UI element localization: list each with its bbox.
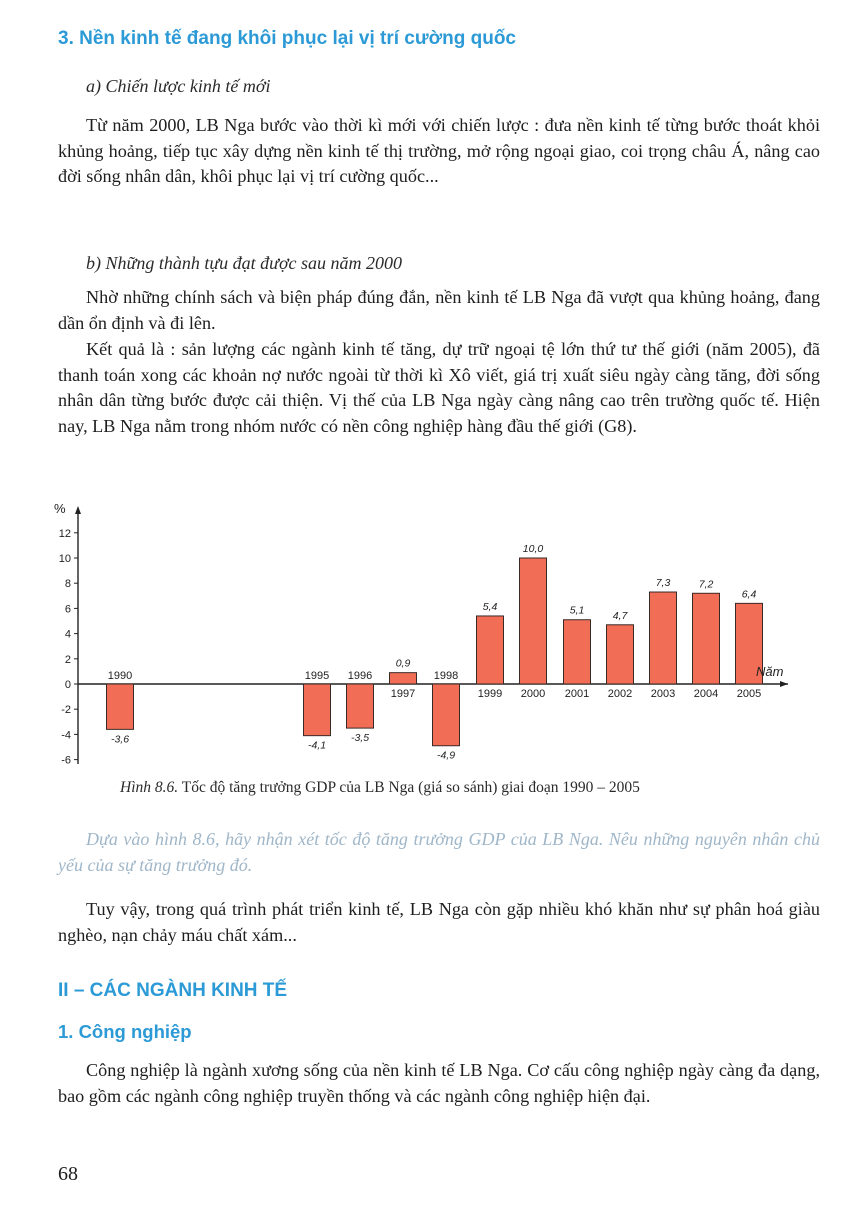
- value-label-1990: -3,6: [110, 733, 130, 746]
- y-tick-label: 12: [58, 527, 71, 540]
- bar-2000: [520, 558, 547, 684]
- page-number: 68: [58, 1163, 78, 1185]
- bar-1996: [347, 684, 374, 728]
- bar-1998: [433, 684, 460, 746]
- subheading-industry: 1. Công nghiệp: [58, 1021, 192, 1042]
- paragraph-difficulties: Tuy vậy, trong quá trình phát triển kinh tế, LB Nga còn gặp nhiều khó khăn như sự phân hoá giàu nghèo, nạn chảy máu chất xám...: [58, 899, 820, 945]
- y-tick-label: 10: [58, 553, 71, 565]
- value-label-1997: 0,9: [395, 657, 411, 670]
- value-label-1998: -4,9: [436, 749, 456, 762]
- category-label-1995: 1995: [304, 670, 330, 682]
- section-heading-economy: II – CÁC NGÀNH KINH TẾ: [58, 980, 288, 1001]
- bar-2001: [564, 620, 591, 684]
- y-tick-label: 8: [64, 578, 71, 591]
- chart-axes: [74, 506, 788, 764]
- bar-1995: [304, 684, 331, 736]
- paragraph-results: Kết quả là : sản lượng các ngành kinh tế tăng, dự trữ ngoại tệ lớn thứ tư thế giới (năm 2005), đã thanh toán xong các khoản nợ nước ngoài từ thời kì Xô viết, giá trị xuất siêu ngày càng tăng, đời sống nhân dân từng bước được cải thiện. Vị thế của LB Nga ngày càng nâng cao trên trường quốc tế. Hiện nay, LB Nga nằm trong nhóm nước có nền công nghiệp hàng đầu thế giới (G8).: [58, 339, 820, 436]
- y-tick-label: -6: [61, 754, 71, 767]
- paragraph-industry: Công nghiệp là ngành xương sống của nền kinh tế LB Nga. Cơ cấu công nghiệp ngày càng đa dạng, bao gồm các ngành công nghiệp truyền thống và các ngành công nghiệp hiện đại.: [58, 1060, 820, 1106]
- y-axis-arrow: [75, 506, 81, 514]
- bar-2004: [693, 593, 720, 684]
- value-label-2005: 6,4: [741, 588, 757, 601]
- value-label-2002: 4,7: [612, 609, 628, 622]
- category-label-2000: 2000: [520, 688, 546, 700]
- y-tick-label: 4: [64, 628, 71, 641]
- value-label-2003: 7,3: [655, 577, 671, 590]
- category-label-2004: 2004: [693, 688, 719, 700]
- y-axis-unit: %: [54, 501, 66, 516]
- category-label-1997: 1997: [390, 688, 416, 700]
- figure-caption-text: Tốc độ tăng trưởng GDP của LB Nga (giá so sánh) giai đoạn 1990 – 2005: [181, 779, 640, 796]
- bar-1997: [390, 673, 417, 684]
- figure-label: Hình 8.6.: [120, 779, 179, 796]
- value-label-1996: -3,5: [350, 732, 370, 745]
- y-tick-label: 2: [64, 653, 71, 666]
- value-label-1995: -4,1: [307, 739, 327, 752]
- section-heading: 3. Nền kinh tế đang khôi phục lại vị trí cường quốc: [58, 28, 516, 49]
- category-label-2003: 2003: [650, 688, 676, 700]
- bar-1990: [107, 684, 134, 729]
- category-label-2005: 2005: [736, 688, 762, 700]
- value-label-2004: 7,2: [698, 578, 714, 591]
- x-axis-label: Năm: [756, 664, 784, 679]
- paragraph-strategy: Từ năm 2000, LB Nga bước vào thời kì mới với chiến lược : đưa nền kinh tế từng bước thoát khỏi khủng hoảng, tiếp tục xây dựng nền kinh tế thị trường, mở rộng ngoại giao, coi trọng châu Á, nâng cao đời sống nhân dân, khôi phục lại vị trí cường quốc...: [58, 115, 820, 186]
- category-label-1996: 1996: [347, 670, 373, 682]
- bar-1999: [477, 616, 504, 684]
- x-axis-arrow: [780, 681, 788, 687]
- category-label-2002: 2002: [607, 688, 633, 700]
- y-tick-label: 6: [64, 603, 71, 616]
- y-tick-label: 0: [64, 679, 71, 691]
- y-tick-label: -4: [61, 729, 71, 742]
- subheading-a: a) Chiến lược kinh tế mới: [86, 76, 271, 96]
- bar-2003: [650, 592, 677, 684]
- figure-caption: [120, 779, 640, 797]
- category-label-1990: 1990: [107, 670, 133, 682]
- value-label-2001: 5,1: [569, 604, 585, 617]
- subheading-b: b) Những thành tựu đạt được sau năm 2000: [86, 253, 403, 273]
- gdp-growth-chart: [50, 498, 790, 773]
- category-label-2001: 2001: [564, 688, 590, 700]
- exercise-question: Dựa vào hình 8.6, hãy nhận xét tốc độ tăng trưởng GDP của LB Nga. Nêu những nguyên nhân chủ yếu của sự tăng trưởng đó.: [58, 829, 820, 875]
- value-label-1999: 5,4: [482, 600, 498, 613]
- category-label-1999: 1999: [477, 688, 503, 700]
- bar-2002: [607, 625, 634, 684]
- paragraph-achievements: Nhờ những chính sách và biện pháp đúng đắn, nền kinh tế LB Nga đã vượt qua khủng hoảng, đang dần ổn định và đi lên.: [58, 287, 820, 333]
- category-label-1998: 1998: [433, 670, 459, 682]
- value-label-2000: 10,0: [522, 543, 544, 555]
- y-tick-label: -2: [61, 704, 71, 717]
